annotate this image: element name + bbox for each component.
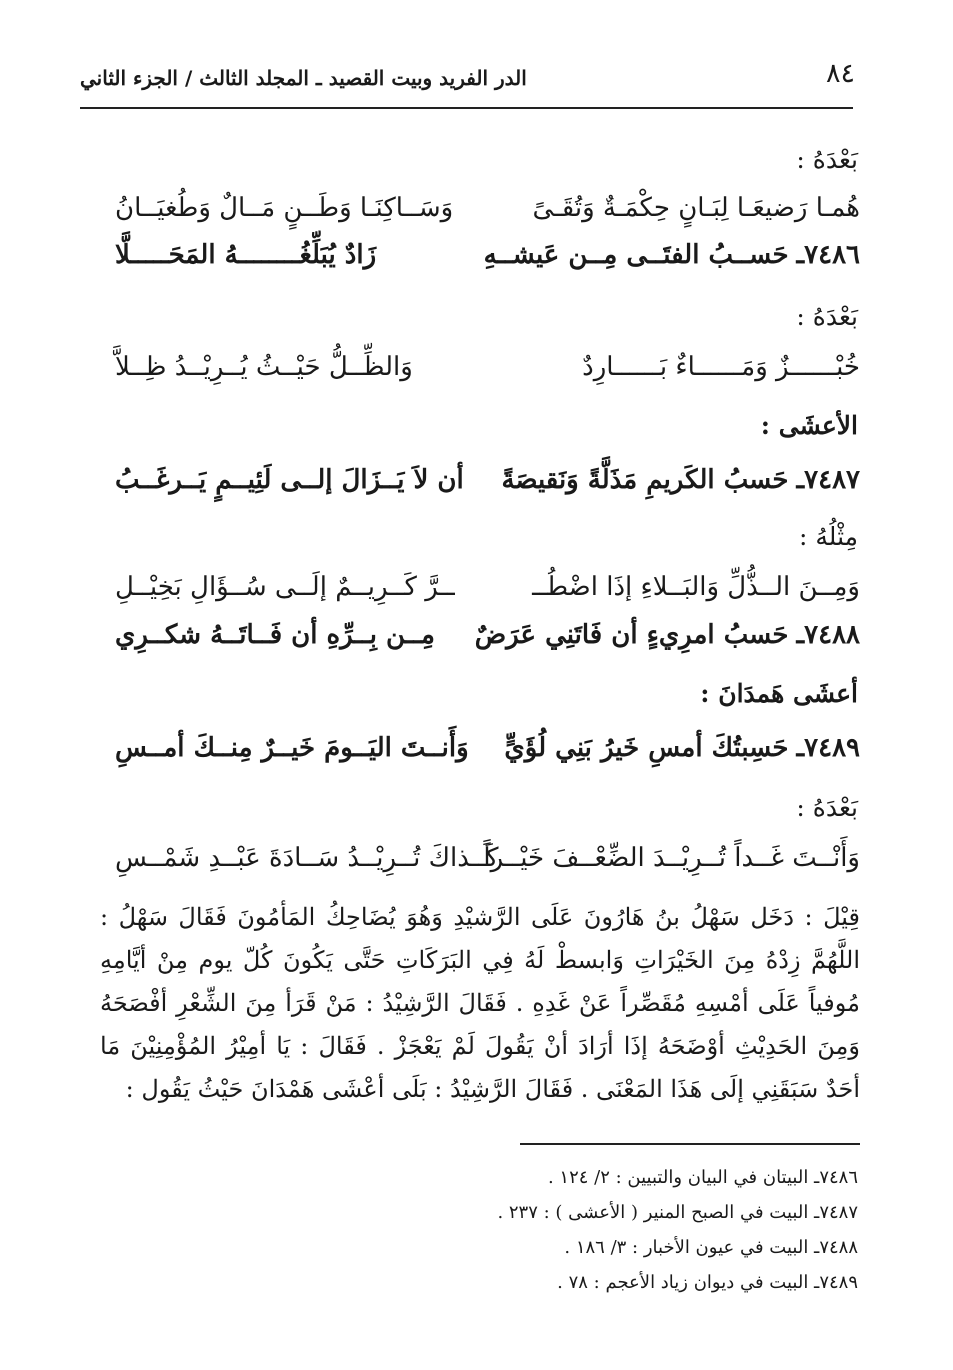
- label-asha-hamdan: أعشَى هَمدَانَ :: [700, 679, 858, 708]
- verse-number: ٧٤٨٩ـ: [796, 733, 860, 763]
- verse-hemistich-2: وَأَنــتَ اليَــومَ خَيــرٌ مِنــكَ أمــسِ: [115, 733, 469, 763]
- verse-hemistich-1: وَمِــنَ الــذُّلِّ وَالبَــلاءِ إذَا اضْطُــ: [532, 572, 860, 602]
- verse-hemistich-2: أن لاَ يَــزَالَ إلــى لَئِيــمٍ يَــرغَــبُ: [115, 465, 464, 495]
- header-rule: [80, 107, 853, 109]
- verse-number: ٧٤٨٧ـ: [796, 465, 860, 495]
- verse-hemistich-2: ــرَّ كَــرِيــمٌ إلَــى سُــؤَالِ بَخِيْــلِ: [115, 572, 455, 602]
- label-after-3: بَعْدَهُ :: [796, 793, 858, 822]
- verse-hemistich-1: حَسِبتُكَ أمسِ خَيرُ بَنِي لُؤَيٍّ: [504, 733, 789, 763]
- footnote-rule: [520, 1143, 860, 1145]
- running-title: الدر الفريد وبيت القصيد ـ المجلد الثالث / الجزء الثاني: [80, 66, 527, 90]
- verse-hemistich-1: خُبْــــــزٌ وَمَــــــاءٌ بَــــــارِدٌ: [582, 352, 860, 382]
- verse-hemistich-2: مِــن بِــرِّهِ أن فَــاتَــهُ شكــرِي: [115, 620, 435, 650]
- verse-hemistich-1: حَســبُ الفتَــى مِــن عَيشــهِ: [483, 240, 789, 270]
- label-after-1: بَعْدَهُ :: [796, 145, 858, 174]
- verse-hemistich-1: هُمـا رَضيعَـا لِبَـانٍ حِكْمَـةٌ وَتُقَـىً: [532, 193, 860, 223]
- footnote-7488: ٧٤٨٨ـ البيت في عيون الأخبار : ٣/ ١٨٦ .: [564, 1237, 858, 1258]
- label-mithluhu: مِثْلُهُ :: [799, 522, 858, 551]
- verse-hemistich-1: وَأَنْــتَ غَــداً تُــرِيْــدَ الضِّعْــفَ خَيْــراً: [483, 843, 860, 873]
- verse-hemistich-1: حَسبُ الكَريمِ مَذَلَّةً وَنَقيصَةً: [501, 465, 789, 495]
- footnote-7486: ٧٤٨٦ـ البيتان في البيان والتبيين : ٢/ ١٢٤ .: [547, 1167, 858, 1188]
- prose-paragraph: قِيْلَ : دَخَل سَهْلُ بنُ هَارُونَ عَلَى الرَّشيْدِ وَهُوَ يُضَاحِكُ المَأمُونَ فَقَالَ سَهْلُ : اللَّهُمَّ زِدْهُ مِنَ الخَيْرَاتِ وَابسطْ لَهُ فِي البَرَكَاتِ حَتَّى يَكُونَ كُلّ يوم مِنْ أيَّامِهِ مُوفياً عَلَى أمْسِهِ مُقَصِّراً عَنْ غَدِهِ . فَقَالَ الرَّشِيْدُ : مَنْ قَرَأ مِنَ الشِّعْرِ أفْصَحَهُ وَمِنَ الحَدِيْثِ أوْضَحَهُ إذَا أرَادَ أنْ يَقُولَ لَمْ يَعْجَزْ . فَقَالَ : يَا أمِيْرُ المُؤْمِنِيْنَ مَا أحَدٌ سَبَقَنِي إلَى هَذَا المَعْنَى . فَقَالَ الرَّشِيْدُ : بَلَى أعْشَى هَمْدَانَ حَيْثُ يَقُول :: [100, 903, 861, 1103]
- verse-hemistich-2: وَسَــاكِنَـا وَطَــنٍ مَــالٌ وَطُغيَــانُ: [115, 193, 454, 223]
- page-header: [80, 58, 855, 98]
- verse-number: ٧٤٨٨ـ: [796, 620, 860, 650]
- verse-hemistich-2: كَــذاكَ تُــرِيْــدُ سَــادَةَ عَبْــدِ شَمْــسِ: [115, 843, 499, 873]
- footnote-7487: ٧٤٨٧ـ البيت في الصبح المنير ( الأعشى ) : ٢٣٧ .: [497, 1202, 858, 1223]
- page-number: ٨٤: [825, 58, 855, 89]
- label-asha: الأعشَى :: [760, 411, 858, 440]
- verse-hemistich-1: حَسبُ امرِيءٍ أن فَاتَنِي عَرَضٌ: [474, 620, 789, 650]
- verse-hemistich-2: زَادٌ يُبَلِّغُــــــــهُ المَحَـــــلَّا: [115, 240, 377, 270]
- verse-hemistich-2: وَالظِّــلُّ حَيْــثُ يُــرِيْــدُ ظِــلاَّ: [115, 352, 413, 382]
- label-after-2: بَعْدَهُ :: [796, 302, 858, 331]
- footnote-7489: ٧٤٨٩ـ البيت في ديوان زياد الأعجم : ٧٨ .: [557, 1272, 858, 1293]
- footnotes: [497, 1160, 858, 1300]
- verse-number: ٧٤٨٦ـ: [796, 240, 860, 270]
